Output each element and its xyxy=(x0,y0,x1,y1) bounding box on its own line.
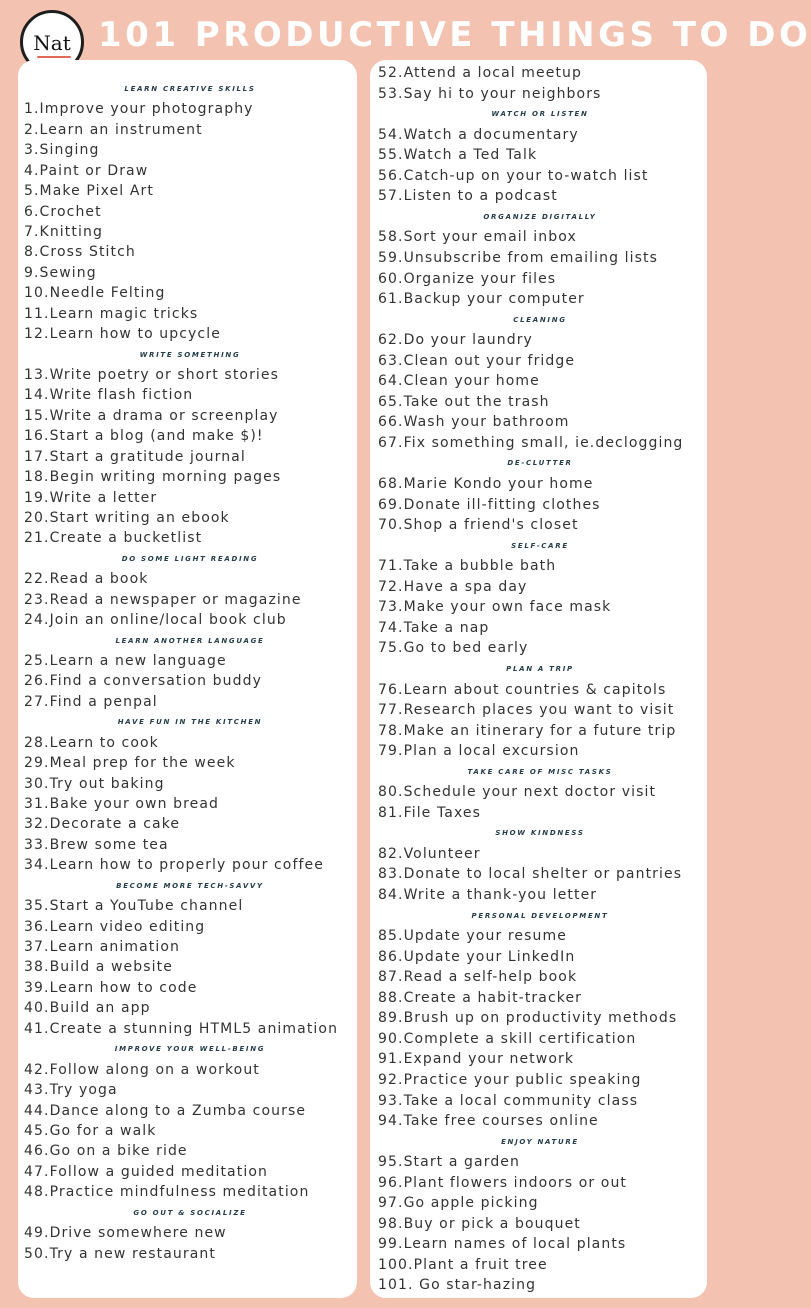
list-item: 59.Unsubscribe from emailing lists xyxy=(378,249,659,266)
list-item: 89.Brush up on productivity methods xyxy=(378,1010,678,1027)
section-heading: CLEANING xyxy=(513,315,567,324)
list-item: 14.Write flash fiction xyxy=(24,387,194,404)
section-heading: HAVE FUN IN THE KITCHEN xyxy=(117,718,263,727)
list-item: 10.Needle Felting xyxy=(24,285,166,302)
section-heading: LEARN CREATIVE SKILLS xyxy=(124,85,256,93)
list-item: 37.Learn animation xyxy=(24,939,181,956)
list-item: 74.Take a nap xyxy=(378,619,490,636)
list-item: 4.Paint or Draw xyxy=(24,162,149,179)
list-item: 100.Plant a fruit tree xyxy=(378,1256,548,1273)
list-item: 65.Take out the trash xyxy=(378,393,550,410)
list-item: 39.Learn how to code xyxy=(24,979,198,996)
list-item: 90.Complete a skill certification xyxy=(378,1030,637,1047)
list-item: 35.Start a YouTube channel xyxy=(24,898,244,915)
section-heading: PLAN A TRIP xyxy=(506,664,574,673)
list-item: 82.Volunteer xyxy=(378,845,481,862)
list-item: 29.Meal prep for the week xyxy=(24,755,236,772)
list-item: 40.Build an app xyxy=(24,1000,151,1017)
list-item: 34.Learn how to properly pour coffee xyxy=(24,857,324,874)
list-item: 101. Go star-hazing xyxy=(378,1277,537,1294)
list-item: 13.Write poetry or short stories xyxy=(24,367,280,384)
list-item: 50.Try a new restaurant xyxy=(24,1245,216,1262)
list-item: 57.Listen to a podcast xyxy=(378,188,558,205)
list-item: 54.Watch a documentary xyxy=(378,126,579,143)
list-item: 28.Learn to cook xyxy=(24,734,159,751)
list-item: 12.Learn how to upcycle xyxy=(24,326,221,343)
list-item: 94.Take free courses online xyxy=(378,1113,599,1130)
section-heading: ORGANIZE DIGITALLY xyxy=(483,212,597,221)
list-item: 58.Sort your email inbox xyxy=(378,229,577,246)
list-item: 56.Catch-up on your to-watch list xyxy=(378,167,649,184)
list-item: 84.Write a thank-you letter xyxy=(378,887,598,903)
logo-text: Nat xyxy=(33,31,71,55)
list-item: 87.Read a self-help book xyxy=(378,969,578,986)
list-item: 41.Create a stunning HTML5 animation xyxy=(24,1020,339,1037)
list-item: 52.Attend a local meetup xyxy=(378,65,583,81)
list-item: 69.Donate ill-fitting clothes xyxy=(378,496,601,513)
list-item: 92.Practice your public speaking xyxy=(378,1071,642,1088)
list-item: 93.Take a local community class xyxy=(378,1092,639,1109)
list-item: 43.Try yoga xyxy=(24,1082,118,1099)
list-item: 86.Update your LinkedIn xyxy=(378,948,576,965)
list-item: 32.Decorate a cake xyxy=(24,816,181,833)
list-item: 97.Go apple picking xyxy=(378,1195,539,1212)
section-heading: SELF-CARE xyxy=(511,541,569,550)
list-item: 25.Learn a new language xyxy=(24,653,227,670)
list-item: 63.Clean out your fridge xyxy=(378,352,576,369)
list-item: 55.Watch a Ted Talk xyxy=(378,147,538,164)
list-item: 91.Expand your network xyxy=(378,1051,575,1068)
list-item: 96.Plant flowers indoors or out xyxy=(378,1174,628,1191)
list-item: 7.Knitting xyxy=(24,224,103,240)
list-item: 72.Have a spa day xyxy=(378,578,528,595)
list-item: 60.Organize your files xyxy=(378,270,557,287)
list-item: 5.Make Pixel Art xyxy=(24,183,154,200)
list-item: 16.Start a blog (and make $)! xyxy=(24,428,264,445)
section-heading: LEARN ANOTHER LANGUAGE xyxy=(115,636,265,645)
list-item: 62.Do your laundry xyxy=(378,332,533,349)
section-heading: DO SOME LIGHT READING xyxy=(121,554,259,563)
list-item: 66.Wash your bathroom xyxy=(378,414,570,431)
list-item: 99.Learn names of local plants xyxy=(378,1236,627,1253)
list-item: 47.Follow a guided meditation xyxy=(24,1163,268,1180)
list-item: 26.Find a conversation buddy xyxy=(24,673,262,690)
list-item: 61.Backup your computer xyxy=(378,291,585,308)
list-item: 3.Singing xyxy=(24,142,100,159)
list-item: 24.Join an online/local book club xyxy=(24,612,287,629)
list-item: 76.Learn about countries & capitols xyxy=(378,681,667,698)
list-item: 20.Start writing an ebook xyxy=(24,510,230,527)
section-heading: GO OUT & SOCIALIZE xyxy=(133,1208,247,1217)
list-item: 80.Schedule your next doctor visit xyxy=(378,784,657,801)
list-item: 68.Marie Kondo your home xyxy=(378,476,594,492)
list-item: 53.Say hi to your neighbors xyxy=(378,85,602,102)
list-item: 46.Go on a bike ride xyxy=(24,1143,188,1160)
list-item: 75.Go to bed early xyxy=(378,640,529,657)
list-item: 15.Write a drama or screenplay xyxy=(24,407,279,424)
list-item: 77.Research places you want to visit xyxy=(378,702,675,719)
list-item: 30.Try out baking xyxy=(24,775,165,792)
list-item: 17.Start a gratitude journal xyxy=(24,448,246,465)
list-item: 49.Drive somewhere new xyxy=(24,1225,227,1242)
list-item: 22.Read a book xyxy=(24,571,149,588)
page-title: 101 PRODUCTIVE THINGS TO DO xyxy=(98,15,811,55)
list-item: 81.File Taxes xyxy=(378,804,482,821)
section-heading: PERSONAL DEVELOPMENT xyxy=(471,911,609,920)
section-heading: TAKE CARE OF MISC TASKS xyxy=(467,767,613,776)
section-heading: WATCH OR LISTEN xyxy=(491,110,589,119)
list-item: 38.Build a website xyxy=(24,959,173,976)
list-item: 48.Practice mindfulness meditation xyxy=(24,1184,310,1201)
logo-underline xyxy=(37,56,71,58)
list-item: 1.Improve your photography xyxy=(24,101,254,118)
list-item: 67.Fix something small, ie.declogging xyxy=(378,434,684,451)
section-heading: ENJOY NATURE xyxy=(501,1137,579,1146)
list-item: 78.Make an itinerary for a future trip xyxy=(378,722,677,739)
list-item: 85.Update your resume xyxy=(378,928,567,945)
list-item: 33.Brew some tea xyxy=(24,836,169,853)
section-heading: SHOW KINDNESS xyxy=(495,829,585,838)
list-item: 21.Create a bucketlist xyxy=(24,530,203,547)
list-item: 23.Read a newspaper or magazine xyxy=(24,591,302,608)
list-item: 8.Cross Stitch xyxy=(24,244,136,261)
list-item: 45.Go for a walk xyxy=(24,1122,157,1139)
list-item: 64.Clean your home xyxy=(378,373,540,390)
list-item: 6.Crochet xyxy=(24,203,102,220)
list-item: 79.Plan a local excursion xyxy=(378,743,580,760)
section-heading: DE-CLUTTER xyxy=(507,459,573,468)
list-item: 36.Learn video editing xyxy=(24,918,206,935)
list-item: 88.Create a habit-tracker xyxy=(378,989,583,1006)
list-item: 70.Shop a friend's closet xyxy=(378,517,579,534)
list-item: 42.Follow along on a workout xyxy=(24,1061,260,1078)
list-item: 73.Make your own face mask xyxy=(378,599,612,616)
list-item: 18.Begin writing morning pages xyxy=(24,469,282,486)
list-item: 98.Buy or pick a bouquet xyxy=(378,1215,581,1232)
section-heading: WRITE SOMETHING xyxy=(139,350,241,359)
list-item: 2.Learn an instrument xyxy=(24,121,203,138)
list-item: 19.Write a letter xyxy=(24,489,158,506)
list-item: 95.Start a garden xyxy=(378,1154,520,1171)
list-item: 9.Sewing xyxy=(24,264,97,281)
list-item: 71.Take a bubble bath xyxy=(378,558,557,575)
section-heading: IMPROVE YOUR WELL-BEING xyxy=(114,1045,266,1054)
list-item: 83.Donate to local shelter or pantries xyxy=(378,866,683,883)
list-item: 27.Find a penpal xyxy=(24,693,158,710)
list-item: 11.Learn magic tricks xyxy=(24,305,199,322)
list-item: 44.Dance along to a Zumba course xyxy=(24,1102,307,1119)
section-heading: BECOME MORE TECH-SAVVY xyxy=(116,881,264,890)
list-item: 31.Bake your own bread xyxy=(24,796,220,813)
